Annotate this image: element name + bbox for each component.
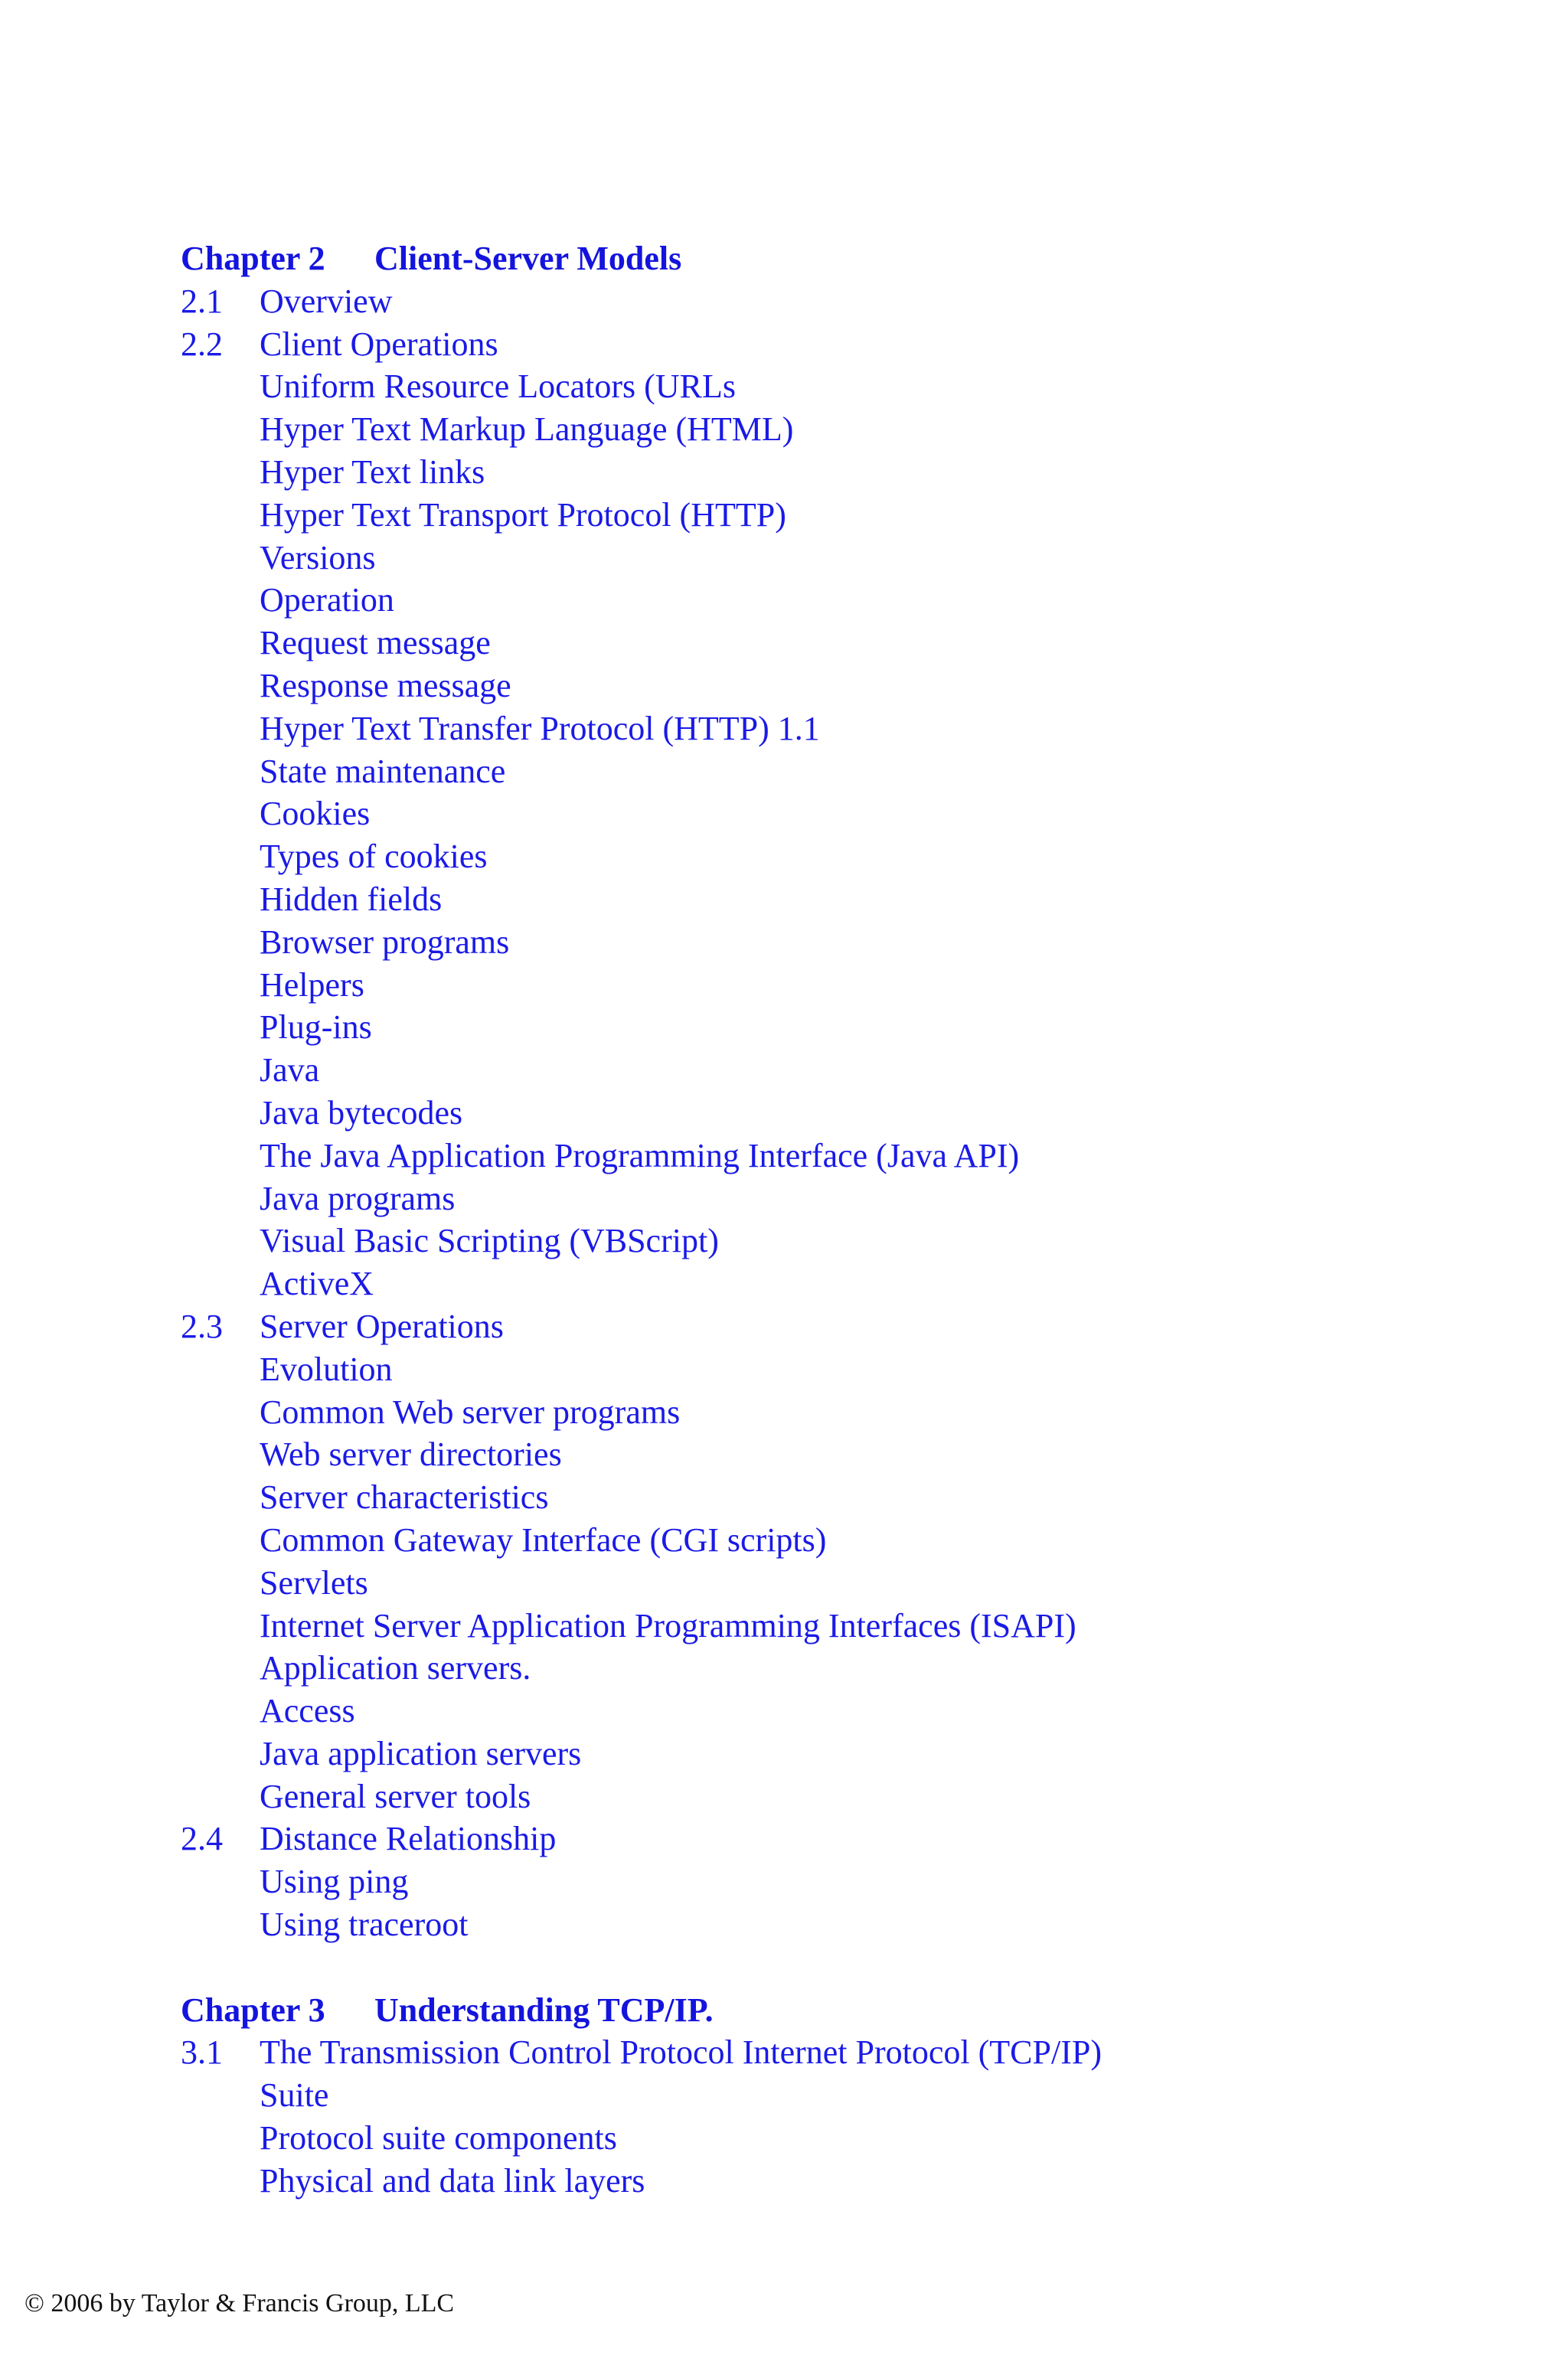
toc-subsection-link[interactable] xyxy=(181,878,1482,921)
chapter-entries xyxy=(181,2031,1482,2202)
section-number: 3.1 xyxy=(181,2033,223,2072)
entry-title: Java bytecodes xyxy=(260,1093,463,1132)
toc-subsection-link[interactable] xyxy=(181,1733,1482,1775)
chapter-number: Chapter 2 xyxy=(181,240,325,277)
entry-title: The Transmission Control Protocol Internet Protocol (TCP/IP) xyxy=(260,2033,1102,2072)
toc-subsection-link[interactable] xyxy=(181,451,1482,494)
toc-subsection-link[interactable] xyxy=(181,1605,1482,1648)
toc-subsection-link[interactable] xyxy=(181,1092,1482,1135)
entry-title: Internet Server Application Programming Interfaces (ISAPI) xyxy=(260,1606,1076,1645)
toc-subsection-link[interactable] xyxy=(181,964,1482,1007)
entry-title: Using traceroot xyxy=(260,1906,469,1944)
toc-subsection-link[interactable] xyxy=(181,707,1482,750)
toc-subsection-link[interactable] xyxy=(181,1860,1482,1903)
entry-title: Server characteristics xyxy=(260,1478,549,1517)
toc-subsection-link[interactable] xyxy=(181,1562,1482,1605)
toc-subsection-link[interactable] xyxy=(181,1391,1482,1434)
entry-title: Cookies xyxy=(260,795,371,833)
entry-title: Common Gateway Interface (CGI scripts) xyxy=(260,1520,827,1559)
toc-subsection-link[interactable] xyxy=(181,1690,1482,1733)
entry-title: General server tools xyxy=(260,1777,531,1815)
toc-subsection-link[interactable] xyxy=(181,1433,1482,1476)
entry-title: Hyper Text links xyxy=(260,452,485,491)
toc-section-link[interactable] xyxy=(181,280,1482,323)
chapter-number: Chapter 3 xyxy=(181,1991,325,2029)
chapter-heading[interactable] xyxy=(181,1989,1482,2032)
entry-title: Web server directories xyxy=(260,1435,562,1474)
entry-title: Operation xyxy=(260,581,394,619)
toc-subsection-link[interactable] xyxy=(181,622,1482,665)
table-of-contents xyxy=(181,237,1482,2203)
entry-title: Hyper Text Transfer Protocol (HTTP) 1.1 xyxy=(260,709,820,747)
section-number: 2.2 xyxy=(181,325,223,363)
entry-title: Physical and data link layers xyxy=(260,2161,645,2200)
toc-subsection-link[interactable] xyxy=(181,1647,1482,1690)
entry-title: Distance Relationship xyxy=(260,1820,557,1858)
entry-title: Client Operations xyxy=(260,325,498,363)
entry-title: Helpers xyxy=(260,965,364,1004)
entry-title: Server Operations xyxy=(260,1307,504,1345)
entry-title: Common Web server programs xyxy=(260,1393,681,1431)
chapter-spacer xyxy=(181,1946,1482,1989)
copyright-footer: © 2006 by Taylor & Francis Group, LLC xyxy=(24,2289,455,2317)
entry-title: Uniform Resource Locators (URLs xyxy=(260,367,736,406)
toc-subsection-link[interactable] xyxy=(181,1262,1482,1305)
entry-title: Java xyxy=(260,1051,320,1089)
entry-title: Overview xyxy=(260,282,393,320)
toc-subsection-link[interactable] xyxy=(181,2160,1482,2203)
entry-title: Types of cookies xyxy=(260,838,488,876)
toc-subsection-link[interactable] xyxy=(181,579,1482,622)
entry-title: Access xyxy=(260,1692,355,1730)
entry-title: Using ping xyxy=(260,1863,409,1901)
entry-title: Versions xyxy=(260,538,376,576)
toc-subsection-link[interactable] xyxy=(181,1006,1482,1049)
entry-title: Hidden fields xyxy=(260,880,443,918)
toc-section-link[interactable] xyxy=(181,323,1482,366)
entry-title: Evolution xyxy=(260,1350,393,1388)
toc-subsection-link[interactable] xyxy=(181,792,1482,835)
entry-title: Suite xyxy=(260,2076,329,2115)
toc-subsection-link[interactable] xyxy=(181,365,1482,408)
chapter-title: Client-Server Models xyxy=(374,240,682,277)
entry-title: State maintenance xyxy=(260,752,506,790)
toc-subsection-link[interactable] xyxy=(181,494,1482,537)
toc-section-link[interactable] xyxy=(181,1305,1482,1348)
toc-subsection-link[interactable] xyxy=(181,750,1482,793)
toc-subsection-link[interactable] xyxy=(181,1519,1482,1562)
section-number: 2.4 xyxy=(181,1820,223,1858)
entry-title: Hyper Text Markup Language (HTML) xyxy=(260,410,794,449)
entry-title: Browser programs xyxy=(260,923,510,961)
entry-title: Plug-ins xyxy=(260,1008,372,1047)
toc-subsection-link[interactable] xyxy=(181,2117,1482,2160)
entry-title: Visual Basic Scripting (VBScript) xyxy=(260,1222,719,1260)
toc-subsection-link[interactable] xyxy=(181,1135,1482,1177)
toc-subsection-link[interactable] xyxy=(181,1903,1482,1946)
toc-subsection-link[interactable] xyxy=(181,408,1482,451)
entry-title: Java application servers xyxy=(260,1734,582,1772)
entry-title: ActiveX xyxy=(260,1265,374,1303)
entry-title: Java programs xyxy=(260,1179,456,1217)
toc-subsection-link[interactable] xyxy=(181,1177,1482,1220)
chapter-heading[interactable] xyxy=(181,237,1482,280)
toc-subsection-link[interactable] xyxy=(181,2074,1482,2117)
chapter-entries xyxy=(181,280,1482,1946)
toc-section-link[interactable] xyxy=(181,2031,1482,2074)
entry-title: Application servers. xyxy=(260,1649,531,1687)
toc-subsection-link[interactable] xyxy=(181,1775,1482,1818)
entry-title: Hyper Text Transport Protocol (HTTP) xyxy=(260,495,786,534)
toc-subsection-link[interactable] xyxy=(181,1049,1482,1092)
toc-subsection-link[interactable] xyxy=(181,1220,1482,1262)
toc-subsection-link[interactable] xyxy=(181,665,1482,707)
entry-title: The Java Application Programming Interface (Java API) xyxy=(260,1136,1020,1174)
toc-section-link[interactable] xyxy=(181,1818,1482,1860)
entry-title: Servlets xyxy=(260,1563,368,1602)
entry-title: Request message xyxy=(260,624,491,662)
section-number: 2.1 xyxy=(181,282,223,320)
entry-title: Protocol suite components xyxy=(260,2119,617,2157)
chapter-title: Understanding TCP/IP. xyxy=(374,1991,714,2029)
section-number: 2.3 xyxy=(181,1307,223,1345)
toc-subsection-link[interactable] xyxy=(181,921,1482,964)
toc-subsection-link[interactable] xyxy=(181,537,1482,580)
toc-subsection-link[interactable] xyxy=(181,1348,1482,1391)
toc-subsection-link[interactable] xyxy=(181,835,1482,878)
toc-subsection-link[interactable] xyxy=(181,1476,1482,1519)
entry-title: Response message xyxy=(260,666,511,704)
